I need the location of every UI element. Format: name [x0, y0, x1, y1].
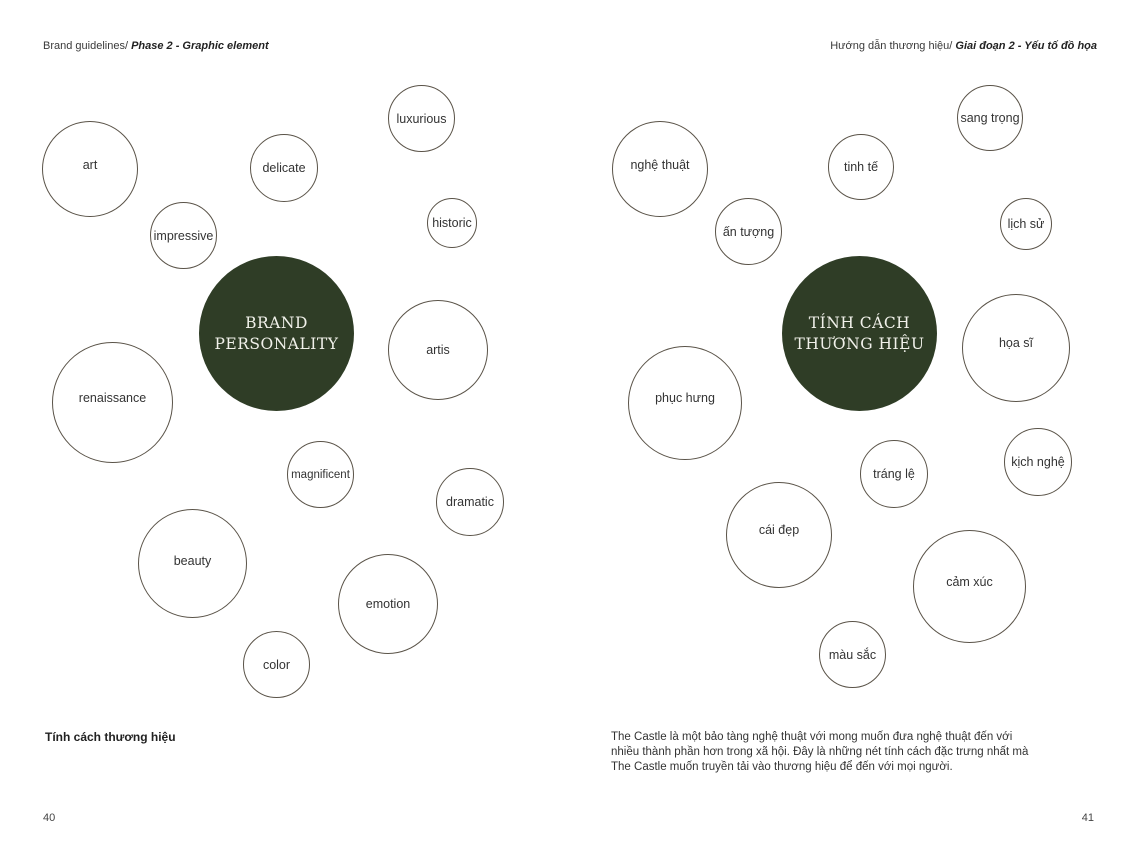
bubble-emotion: [338, 554, 438, 654]
bubble-label: renaissance: [78, 390, 147, 405]
header-section: Phase 2 - Graphic element: [131, 40, 269, 52]
page-header: [830, 40, 1097, 52]
bubble-beauty: [138, 509, 247, 618]
bubble-beauty: [726, 482, 832, 588]
page-header: [43, 40, 269, 52]
bubble-label: dramatic: [446, 495, 494, 509]
bubble-label: tinh tế: [843, 160, 879, 174]
center-label: BRAND PERSONALITY: [214, 313, 339, 353]
bubble-renaissance: [52, 342, 173, 463]
section-title: Tính cách thương hiệu: [45, 730, 176, 744]
bubble-label: historic: [432, 216, 472, 230]
bubble-label: beauty: [173, 553, 212, 568]
bubble-art: [612, 121, 708, 217]
bubble-label: họa sĩ: [998, 336, 1034, 350]
bubble-label: cảm xúc: [946, 574, 993, 589]
bubble-magnificent: [287, 441, 354, 508]
page-number: 40: [43, 812, 56, 824]
brand-personality-center: [782, 256, 937, 411]
bubble-label: lịch sử: [1007, 217, 1045, 231]
bubble-color: [819, 621, 886, 688]
center-label: TÍNH CÁCH THƯƠNG HIỆU: [794, 313, 925, 353]
bubble-artis: [962, 294, 1070, 402]
bubble-delicate: [250, 134, 318, 202]
bubble-label: kịch nghệ: [1011, 455, 1065, 469]
header-prefix: Brand guidelines/: [43, 40, 132, 52]
bubble-label: luxurious: [396, 111, 447, 126]
bubble-label: magnificent: [291, 468, 350, 481]
bubble-label: màu sắc: [828, 647, 877, 662]
right-page: [568, 0, 1137, 853]
page-number: 41: [1081, 812, 1094, 824]
bubble-label: nghệ thuật: [630, 158, 690, 172]
brand-personality-center: [199, 256, 354, 411]
bubble-art: [42, 121, 138, 217]
description-text: The Castle là một bảo tàng nghệ thuật với mong muốn đưa nghệ thuật đến với nhiều thành phần hơn trong xã hội. Đây là những nét tính cách đặc trưng nhất mà The Castle muốn truyền tải vào thương hiệu để đến với mọi người.: [611, 731, 1029, 773]
header-prefix: Hướng dẫn thương hiệu/: [830, 40, 956, 52]
bubble-label: cái đẹp: [758, 523, 800, 537]
bubble-label: tráng lệ: [873, 467, 915, 481]
bubble-luxurious: [388, 85, 455, 152]
bubble-emotion: [913, 530, 1026, 643]
bubble-magnificent: [860, 440, 928, 508]
bubble-label: artis: [426, 343, 450, 357]
left-page: [0, 0, 568, 853]
bubble-historic: [427, 198, 477, 248]
bubble-label: sang trọng: [960, 111, 1020, 125]
bubble-impressive: [150, 202, 217, 269]
bubble-dramatic: [1004, 428, 1072, 496]
bubble-label: delicate: [262, 161, 306, 175]
bubble-luxurious: [957, 85, 1023, 151]
bubble-artis: [388, 300, 488, 400]
bubble-label: emotion: [365, 597, 411, 611]
bubble-delicate: [828, 134, 894, 200]
bubble-label: color: [262, 657, 291, 672]
bubble-label: impressive: [153, 228, 214, 243]
bubble-renaissance: [628, 346, 742, 460]
bubble-dramatic: [436, 468, 504, 536]
bubble-impressive: [715, 198, 782, 265]
bubble-color: [243, 631, 310, 698]
bubble-historic: [1000, 198, 1052, 250]
bubble-label: phục hưng: [655, 391, 715, 405]
header-section: Giai đoạn 2 - Yếu tố đồ họa: [955, 40, 1097, 52]
bubble-label: ấn tượng: [722, 224, 775, 239]
bubble-label: art: [82, 158, 98, 172]
